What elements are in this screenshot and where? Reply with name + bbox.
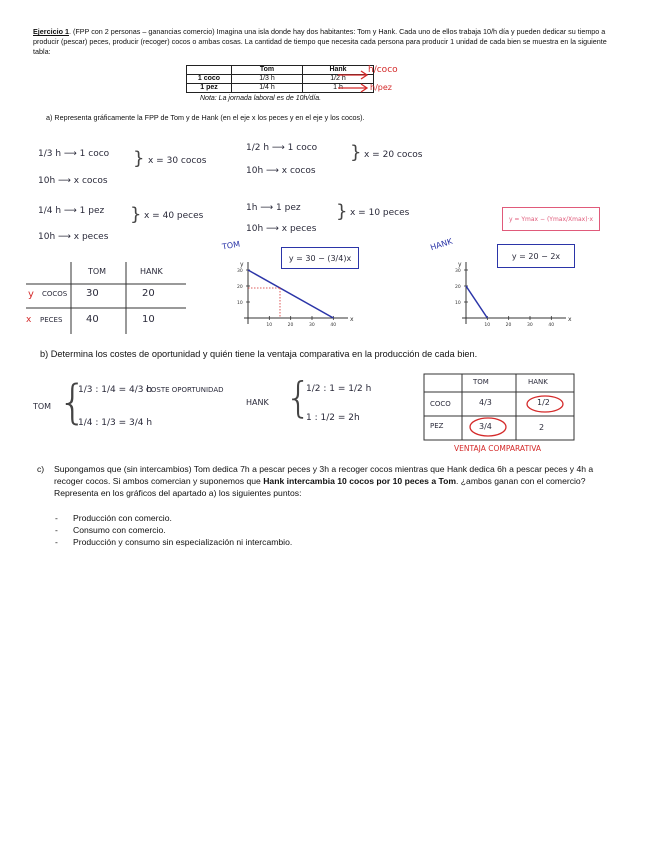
y-tick-label: 20 <box>455 285 461 290</box>
x-tick-label: 30 <box>527 323 533 328</box>
x-tick-label: 40 <box>548 323 555 328</box>
opp-cell: 1/2 <box>537 398 550 407</box>
cost-cell: 1/3 h <box>232 75 303 84</box>
question-c-text-2: . ¿ambos ganan con el comercio? <box>456 476 586 486</box>
summary-row-label: PECES <box>40 316 63 324</box>
summary-cell: 10 <box>142 314 155 325</box>
work-hank-coco-2: 10h ⟶ x cocos <box>246 166 316 176</box>
work-tom-coco-1: 1/3 h ⟶ 1 coco <box>38 149 110 159</box>
bullet-text: Consumo con comercio. <box>73 525 166 535</box>
summary-axis-x: x <box>26 315 32 325</box>
x-tick-label: 20 <box>287 323 294 328</box>
summary-row-label: COCOS <box>42 290 68 298</box>
work-hank-coco-result: x = 20 cocos <box>364 150 423 160</box>
work-tom-pez-2: 10h ⟶ x peces <box>38 232 109 242</box>
frontier-line <box>248 270 333 318</box>
summary-header-tom: TOM <box>88 267 107 276</box>
cost-cell: 1/4 h <box>232 84 303 93</box>
brace: } <box>130 204 142 225</box>
exercise-intro <box>33 27 623 57</box>
x-axis-label: x <box>350 316 354 323</box>
brace: } <box>336 201 348 222</box>
y-tick-label: 10 <box>237 301 243 306</box>
summary-axis-y: y <box>28 289 34 300</box>
formula-box: y = Ymax − (Ymax/Xmax)·x <box>502 207 600 231</box>
brace-left: { <box>58 375 88 429</box>
question-c-tag: c) <box>37 464 45 474</box>
chart-tom <box>222 256 352 332</box>
question-c-text-3: Representa en los gráficos del apartado a) los siguientes puntos: <box>54 488 302 498</box>
cost-row-label: 1 coco <box>187 75 232 84</box>
chart-hank-equation: y = 20 − 2x <box>497 244 575 268</box>
x-tick-label: 20 <box>505 323 512 328</box>
annotation-h-coco: h/coco <box>368 65 398 75</box>
work-b-tom-label: TOM <box>33 402 52 411</box>
work-hank-coco-1: 1/2 h ⟶ 1 coco <box>246 143 318 153</box>
annotation-h-pez: h/pez <box>370 83 392 92</box>
chart-hank-title: HANK <box>429 236 454 253</box>
summary-cell: 30 <box>86 288 99 299</box>
opp-caption: VENTAJA COMPARATIVA <box>454 444 542 453</box>
y-tick-label: 30 <box>237 269 243 274</box>
x-axis-label: x <box>568 316 572 323</box>
x-tick-label: 30 <box>309 323 315 328</box>
work-b-hank-label: HANK <box>246 398 269 407</box>
opp-cell: 4/3 <box>479 398 492 407</box>
table-note: Nota: La jornada laboral es de 10h/día. <box>200 95 322 102</box>
work-b-hank-line1: 1/2 : 1 = 1/2 h <box>306 384 372 394</box>
work-tom-coco-result: x = 30 cocos <box>148 156 207 166</box>
opp-table-lines <box>424 374 574 442</box>
exercise-title: Ejercicio 1 <box>33 27 69 36</box>
y-tick-label: 30 <box>455 269 461 274</box>
frontier-line <box>466 286 487 318</box>
y-axis-label: y <box>458 261 462 268</box>
work-hank-pez-1: 1h ⟶ 1 pez <box>246 203 301 213</box>
summary-cell: 20 <box>142 288 155 299</box>
work-hank-pez-2: 10h ⟶ x peces <box>246 224 317 234</box>
cost-table-header-tom: Tom <box>232 66 303 75</box>
brace-left: { <box>285 373 312 422</box>
opp-cell: 3/4 <box>479 422 492 431</box>
cost-table-corner <box>187 66 232 75</box>
work-b-tom-line1: 1/3 : 1/4 = 4/3 h <box>78 385 153 395</box>
exercise-text: . (FPP con 2 personas – ganancias comercio) Imagina una isla donde hay dos habitantes: Tom y Hank. Cada uno de ellos trabaja 10/h día y pueden dedicar su tiempo a producir (pescar) peces, producir (recoger) cocos o ambas cosas. La cantidad de tiempo que necesita cada persona para producir 1 unidad de cada bien se muestra en la siguiente tabla: <box>33 27 607 56</box>
cost-cell: 1/2 h <box>303 75 374 84</box>
work-b-tom-note: COSTE OPORTUNIDAD <box>146 386 224 394</box>
brace: } <box>133 148 145 169</box>
y-tick-label: 20 <box>237 285 243 290</box>
bullet-text: Producción con comercio. <box>73 513 172 523</box>
opp-header-hank: HANK <box>528 378 548 386</box>
summary-cell: 40 <box>86 314 99 325</box>
opp-header-tom: TOM <box>473 378 489 386</box>
work-tom-coco-2: 10h ⟶ x cocos <box>38 176 108 186</box>
chart-tom-equation: y = 30 − (3/4)x <box>281 247 359 269</box>
bullet-text: Producción y consumo sin especialización ni intercambio. <box>73 537 293 547</box>
chart-tom-title: TOM <box>221 239 241 252</box>
question-b: b) Determina los costes de oportunidad y quién tiene la ventaja comparativa en la producción de cada bien. <box>40 349 478 359</box>
x-tick-label: 10 <box>266 323 273 328</box>
summary-header-hank: HANK <box>140 267 163 276</box>
work-tom-pez-1: 1/4 h ⟶ 1 pez <box>38 206 105 216</box>
x-tick-label: 10 <box>484 323 491 328</box>
question-a: a) Representa gráficamente la FPP de Tom y de Hank (en el eje x los peces y en el eje y los cocos). <box>46 113 365 122</box>
work-b-hank-line2: 1 : 1/2 = 2h <box>306 413 360 423</box>
opp-row-label: COCO <box>430 400 451 408</box>
question-c-text-1: Supongamos que (sin intercambios) Tom dedica 7h a pescar peces y 3h a recoger cocos mientras que Hank dedica 6h a pescar peces y 4h a recoger cocos. Si ambos comercian y suponemos que <box>54 464 594 486</box>
cost-row-label: 1 pez <box>187 84 232 93</box>
opp-row-label: PEZ <box>430 422 444 430</box>
opp-cell: 2 <box>539 423 545 432</box>
work-b-tom-line2: 1/4 : 1/3 = 3/4 h <box>78 418 153 428</box>
y-axis-label: y <box>240 261 244 268</box>
chart-hank <box>440 256 570 332</box>
question-c-body <box>54 463 604 499</box>
work-tom-pez-result: x = 40 peces <box>144 211 204 221</box>
cost-table-header-hank: Hank <box>303 66 374 75</box>
x-tick-label: 40 <box>330 323 337 328</box>
cost-cell: 1 h <box>303 84 374 93</box>
work-hank-pez-result: x = 10 peces <box>350 208 410 218</box>
question-c-bold: Hank intercambia 10 cocos por 10 peces a Tom <box>263 476 457 486</box>
brace: } <box>350 142 362 163</box>
y-tick-label: 10 <box>455 301 461 306</box>
